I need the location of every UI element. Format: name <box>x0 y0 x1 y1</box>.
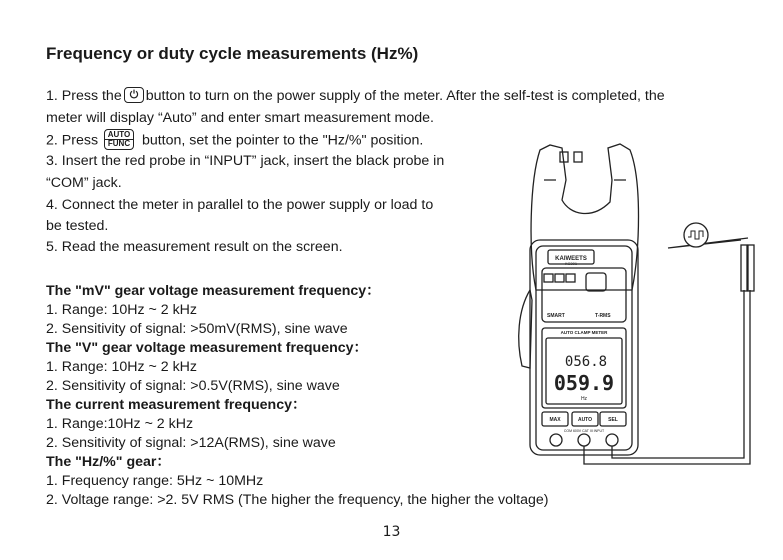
step-1-continued: meter will display “Auto” and enter smart measurement mode. <box>46 110 434 126</box>
step-5: 5. Read the measurement result on the screen. <box>46 239 343 255</box>
auto-func-button-icon <box>104 129 134 150</box>
mv-range: 1. Range: 10Hz ~ 2 kHz <box>46 302 198 318</box>
current-heading: The current measurement frequency： <box>46 397 307 413</box>
auto-icon-top: AUTO <box>107 130 131 139</box>
meter-max-button: MAX <box>549 417 561 423</box>
mv-heading: The "mV" gear voltage measurement frequency： <box>46 283 381 299</box>
page-title: Frequency or duty cycle measurements (Hz%) <box>46 44 419 63</box>
hz-heading: The "Hz/%" gear： <box>46 454 171 470</box>
step-3-continued: “COM” jack. <box>46 175 122 191</box>
signal-source-icon <box>684 223 708 247</box>
lcd-unit: Hz <box>580 396 588 402</box>
mv-sensitivity: 2. Sensitivity of signal: >50mV(RMS), sine wave <box>46 321 348 337</box>
step-1-text: button to turn on the power supply of the meter. After the self-test is completed, the <box>145 88 665 104</box>
current-sensitivity: 2. Sensitivity of signal: >12A(RMS), sine wave <box>46 435 336 451</box>
auto-icon-bottom: FUNC <box>105 139 133 148</box>
meter-jack-labels: COM 600V CAT III INPUT <box>563 429 605 433</box>
meter-brand: KAIWEETS <box>555 256 587 262</box>
step-3: 3. Insert the red probe in “INPUT” jack, insert the black probe in <box>46 153 445 169</box>
v-heading: The "V" gear voltage measurement frequency： <box>46 340 368 356</box>
meter-sel-button: SEL <box>608 417 618 423</box>
step-4-continued: be tested. <box>46 218 109 234</box>
current-range: 1. Range:10Hz ~ 2 kHz <box>46 416 194 432</box>
clamp-meter-illustration <box>500 140 760 480</box>
hz-voltage-range: 2. Voltage range: >2. 5V RMS (The higher the frequency, the higher the voltage) <box>46 492 549 508</box>
v-sensitivity: 2. Sensitivity of signal: >0.5V(RMS), sine wave <box>46 378 340 394</box>
step-1-prefix: 1. Press the <box>46 88 122 104</box>
step-2-prefix: 2. Press <box>46 132 99 149</box>
power-button-icon <box>124 87 144 103</box>
meter-smart-label: SMART <box>547 313 565 319</box>
v-range: 1. Range: 10Hz ~ 2 kHz <box>46 359 198 375</box>
hz-frequency-range: 1. Frequency range: 5Hz ~ 10MHz <box>46 473 264 489</box>
lcd-reading-main: 059.9 <box>553 371 615 395</box>
step-4: 4. Connect the meter in parallel to the power supply or load to <box>46 197 434 213</box>
lcd-reading-top: 056.8 <box>564 354 608 370</box>
page-number: 13 <box>382 524 401 540</box>
step-1 <box>46 87 665 105</box>
step-2 <box>46 130 423 151</box>
meter-band-text: AUTO CLAMP METER <box>560 330 608 335</box>
step-2-text: button, set the pointer to the "Hz/%" position. <box>141 132 424 149</box>
meter-model: KC301 <box>564 261 578 266</box>
meter-auto-button: AUTO <box>577 417 593 423</box>
meter-trms-label: T-RMS <box>595 313 611 319</box>
